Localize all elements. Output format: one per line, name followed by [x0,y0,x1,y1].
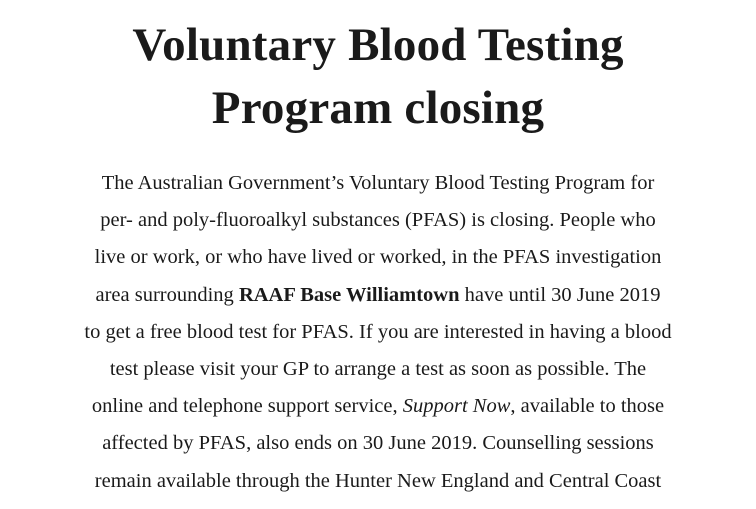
support-now-italic: Support Now [402,395,511,418]
body-line-7-after: , available to those [510,395,665,418]
body-line-4 [0,277,756,314]
notice-title-line-1: Voluntary Blood Testing [132,19,624,71]
body-line-5: to get a free blood test for PFAS. If you are interested in having a blood [84,320,672,343]
body-line-1: The Australian Government’s Voluntary Blood Testing Program for [101,172,655,194]
body-line-8: affected by PFAS, also ends on 30 June 2019. Counselling sessions [102,432,654,455]
body-line-6: test please visit your GP to arrange a test as soon as possible. The [109,357,647,380]
body-line-2: per- and poly-fluoroalkyl substances (PFAS) is closing. People who [100,209,656,232]
body-line-9: remain available through the Hunter New England and Central Coast [94,469,662,492]
notice-title-line-2: Program closing [211,82,545,134]
notice-body [0,165,756,500]
body-line-4-before: area surrounding [95,283,239,306]
body-line-3: live or work, or who have lived or worked, in the PFAS investigation [94,246,662,269]
body-line-7-before: online and telephone support service, [91,395,403,418]
base-name-bold: RAAF Base Williamtown [238,283,460,306]
body-line-7 [0,388,756,425]
body-line-4-after: have until 30 June 2019 [459,283,661,306]
